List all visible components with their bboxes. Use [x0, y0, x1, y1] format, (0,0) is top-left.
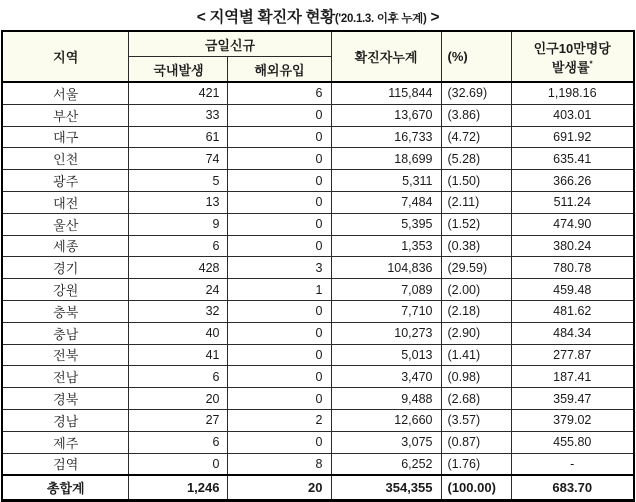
imported-new-cell: 0 [228, 366, 331, 388]
percent-cell: (2.68) [441, 388, 511, 410]
region-cell: 인천 [2, 148, 129, 170]
imported-new-cell: 0 [228, 148, 331, 170]
cumulative-cell: 16,733 [331, 126, 441, 148]
total-cumulative-cell: 354,355 [331, 475, 441, 501]
rate-per-100k-cell: 403.01 [511, 104, 634, 126]
cumulative-cell: 7,089 [331, 279, 441, 301]
percent-cell: (4.72) [441, 126, 511, 148]
region-cell: 충북 [2, 300, 129, 322]
table-row [2, 344, 634, 366]
region-cell: 제주 [2, 431, 129, 453]
domestic-new-cell: 9 [129, 213, 228, 235]
table-row [2, 235, 634, 257]
domestic-new-cell: 5 [129, 170, 228, 192]
table-row [2, 431, 634, 453]
rate-per-100k-cell: 691.92 [511, 126, 634, 148]
region-cell: 대전 [2, 191, 129, 213]
table-row [2, 453, 634, 475]
domestic-new-cell: 13 [129, 191, 228, 213]
cumulative-cell: 115,844 [331, 82, 441, 104]
percent-cell: (3.57) [441, 409, 511, 431]
domestic-new-cell: 421 [129, 82, 228, 104]
per100k-line2: 발생률 [551, 59, 590, 75]
percent-cell: (29.59) [441, 257, 511, 279]
cumulative-cell: 104,836 [331, 257, 441, 279]
region-cell: 울산 [2, 213, 129, 235]
domestic-new-cell: 428 [129, 257, 228, 279]
domestic-new-cell: 33 [129, 104, 228, 126]
table-row [2, 279, 634, 301]
domestic-new-cell: 32 [129, 300, 228, 322]
domestic-new-cell: 20 [129, 388, 228, 410]
imported-new-cell: 2 [228, 409, 331, 431]
domestic-new-cell: 27 [129, 409, 228, 431]
table-body [2, 82, 634, 475]
table-row [2, 148, 634, 170]
table-title [0, 0, 636, 30]
region-cell: 경기 [2, 257, 129, 279]
imported-new-cell: 0 [228, 322, 331, 344]
table-row [2, 366, 634, 388]
rate-per-100k-cell: 780.78 [511, 257, 634, 279]
rate-per-100k-cell: 474.90 [511, 213, 634, 235]
rate-per-100k-cell: 379.02 [511, 409, 634, 431]
total-percent-cell: (100.00) [441, 475, 511, 501]
percent-cell: (2.18) [441, 300, 511, 322]
percent-cell: (1.41) [441, 344, 511, 366]
region-cell: 전남 [2, 366, 129, 388]
percent-cell: (0.38) [441, 235, 511, 257]
col-header-domestic: 국내발생 [129, 57, 228, 83]
cumulative-cell: 12,660 [331, 409, 441, 431]
percent-cell: (2.00) [441, 279, 511, 301]
table-row [2, 170, 634, 192]
total-row [2, 475, 634, 501]
cumulative-cell: 9,488 [331, 388, 441, 410]
domestic-new-cell: 6 [129, 431, 228, 453]
imported-new-cell: 0 [228, 104, 331, 126]
col-header-imported: 해외유입 [228, 57, 331, 83]
table-row [2, 322, 634, 344]
region-cell: 전북 [2, 344, 129, 366]
region-cell: 경남 [2, 409, 129, 431]
region-cell: 충남 [2, 322, 129, 344]
cumulative-cell: 13,670 [331, 104, 441, 126]
region-cell: 부산 [2, 104, 129, 126]
imported-new-cell: 6 [228, 82, 331, 104]
imported-new-cell: 0 [228, 213, 331, 235]
domestic-new-cell: 0 [129, 453, 228, 475]
region-cell: 세종 [2, 235, 129, 257]
table-row [2, 104, 634, 126]
table-row [2, 191, 634, 213]
domestic-new-cell: 24 [129, 279, 228, 301]
percent-cell: (5.28) [441, 148, 511, 170]
imported-new-cell: 0 [228, 388, 331, 410]
imported-new-cell: 0 [228, 235, 331, 257]
percent-cell: (1.76) [441, 453, 511, 475]
domestic-new-cell: 40 [129, 322, 228, 344]
cumulative-cell: 18,699 [331, 148, 441, 170]
col-header-today-new: 금일신규 [129, 31, 331, 57]
col-header-percent: (%) [441, 31, 511, 82]
rate-per-100k-cell: 455.80 [511, 431, 634, 453]
title-close-bracket: > [426, 9, 440, 26]
col-header-cumulative: 확진자누계 [331, 31, 441, 82]
rate-per-100k-cell: - [511, 453, 634, 475]
imported-new-cell: 0 [228, 126, 331, 148]
imported-new-cell: 0 [228, 431, 331, 453]
imported-new-cell: 0 [228, 344, 331, 366]
total-imported-cell: 20 [228, 475, 331, 501]
percent-cell: (2.90) [441, 322, 511, 344]
region-cell: 검역 [2, 453, 129, 475]
domestic-new-cell: 74 [129, 148, 228, 170]
title-main: < 지역별 확진자 현황 [196, 9, 335, 26]
table-row [2, 300, 634, 322]
total-rate-cell: 683.70 [511, 475, 634, 501]
imported-new-cell: 0 [228, 170, 331, 192]
col-header-region: 지역 [2, 31, 129, 82]
title-period: ('20.1.3. 이후 누계) [334, 13, 427, 25]
cumulative-cell: 5,311 [331, 170, 441, 192]
percent-cell: (1.50) [441, 170, 511, 192]
cumulative-cell: 5,013 [331, 344, 441, 366]
rate-per-100k-cell: 635.41 [511, 148, 634, 170]
imported-new-cell: 3 [228, 257, 331, 279]
col-header-per100k [511, 31, 634, 82]
region-cell: 광주 [2, 170, 129, 192]
cumulative-cell: 10,273 [331, 322, 441, 344]
rate-per-100k-cell: 484.34 [511, 322, 634, 344]
domestic-new-cell: 6 [129, 235, 228, 257]
cumulative-cell: 5,395 [331, 213, 441, 235]
imported-new-cell: 0 [228, 191, 331, 213]
percent-cell: (1.52) [441, 213, 511, 235]
cumulative-cell: 3,470 [331, 366, 441, 388]
table-row [2, 82, 634, 104]
table-row [2, 409, 634, 431]
percent-cell: (3.86) [441, 104, 511, 126]
imported-new-cell: 8 [228, 453, 331, 475]
imported-new-cell: 1 [228, 279, 331, 301]
domestic-new-cell: 6 [129, 366, 228, 388]
domestic-new-cell: 41 [129, 344, 228, 366]
percent-cell: (0.98) [441, 366, 511, 388]
rate-per-100k-cell: 481.62 [511, 300, 634, 322]
regional-cases-table [1, 30, 635, 502]
region-cell: 경북 [2, 388, 129, 410]
rate-per-100k-cell: 1,198.16 [511, 82, 634, 104]
rate-per-100k-cell: 359.47 [511, 388, 634, 410]
cumulative-cell: 7,484 [331, 191, 441, 213]
table-row [2, 388, 634, 410]
total-label: 총합계 [2, 475, 129, 501]
rate-per-100k-cell: 459.48 [511, 279, 634, 301]
rate-per-100k-cell: 277.87 [511, 344, 634, 366]
cumulative-cell: 7,710 [331, 300, 441, 322]
total-domestic-cell: 1,246 [129, 475, 228, 501]
cumulative-cell: 3,075 [331, 431, 441, 453]
per100k-line1: 인구10만명당 [533, 40, 611, 56]
region-cell: 강원 [2, 279, 129, 301]
table-row [2, 213, 634, 235]
percent-cell: (0.87) [441, 431, 511, 453]
rate-per-100k-cell: 380.24 [511, 235, 634, 257]
footnote-asterisk: * [589, 59, 593, 69]
cumulative-cell: 6,252 [331, 453, 441, 475]
table-header [2, 31, 634, 82]
region-cell: 서울 [2, 82, 129, 104]
imported-new-cell: 0 [228, 300, 331, 322]
rate-per-100k-cell: 187.41 [511, 366, 634, 388]
table-row [2, 257, 634, 279]
region-cell: 대구 [2, 126, 129, 148]
rate-per-100k-cell: 366.26 [511, 170, 634, 192]
table-row [2, 126, 634, 148]
percent-cell: (32.69) [441, 82, 511, 104]
rate-per-100k-cell: 511.24 [511, 191, 634, 213]
cumulative-cell: 1,353 [331, 235, 441, 257]
table-footer [2, 475, 634, 501]
percent-cell: (2.11) [441, 191, 511, 213]
domestic-new-cell: 61 [129, 126, 228, 148]
